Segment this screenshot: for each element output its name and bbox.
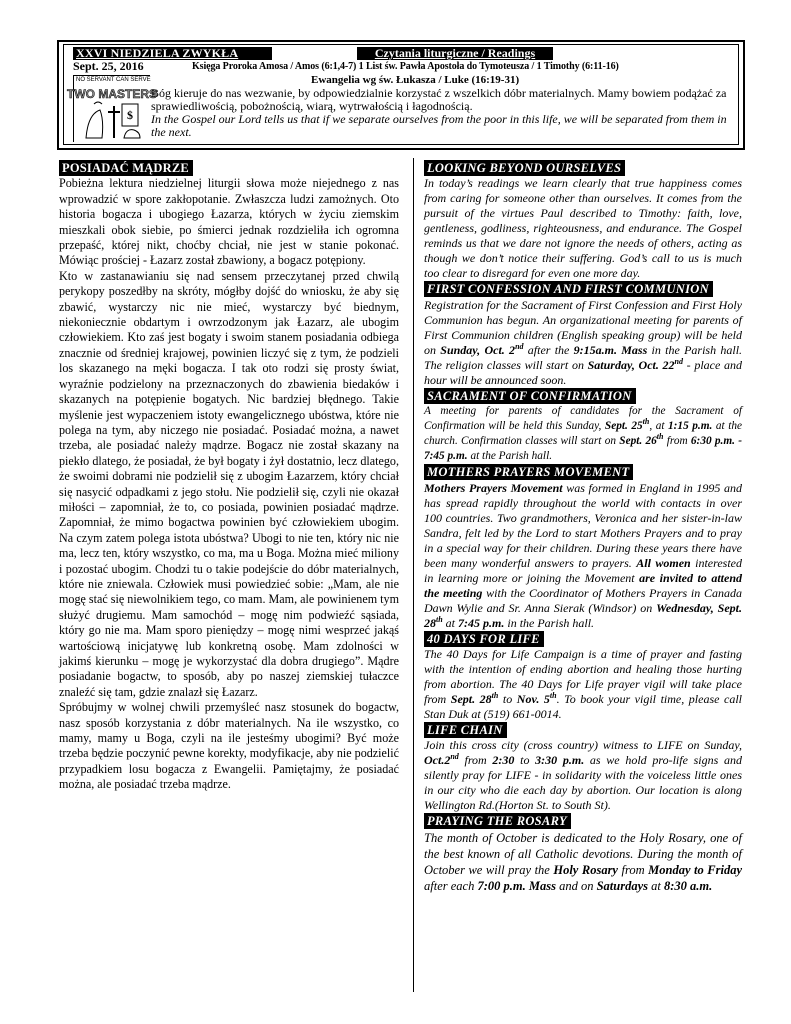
section-title-rosary: PRAYING THE ROSARY — [424, 813, 571, 829]
header-inner-border — [63, 44, 739, 145]
paragraph: Pobieżna lektura niedzielnej liturgii słowa może niejednego z nas wprowadzić w spore zakłopotanie. Zwłaszcza ludzi zamożnych. Oto historia bogacza i ubogiego Łazarza, których w życiu ziemskim mieszkali obok siebie, po śmierci jednak rozdzieliła ich ogromna przepaść, której nikt, choćby chciał, nie jest w stanie pokonać. Mówiąc prościej - Łazarz został zbawiony, a bogacz potępiony. — [59, 176, 399, 268]
section-title-confirmation: SACRAMENT OF CONFIRMATION — [424, 388, 636, 404]
left-column — [59, 160, 399, 793]
first-readings: Księga Proroka Amosa / Amos (6:1,4-7) 1 List św. Pawła Apostoła do Tymoteusza / 1 Timothy (6:11-16) — [192, 61, 619, 72]
summary-polish: Bóg kieruje do nas wezwanie, by odpowiedzialnie korzystać z wszelkich dóbr materialnych. Mamy bowiem podążać za sprawiedliwością, pobożnością, wiarą, wytrwałością i łagodnością. — [151, 86, 727, 113]
paragraph: In today’s readings we learn clearly that true happiness comes from caring for someone other than ourselves. It comes from the pursuit of the virtues Paul described to Timothy: faith, love, gentleness, godliness, righteousness, and endurance. The Gospel reminds us that we dare not ignore the needs of others, acting as though we don’t notice their suffering. God’s call to us is much too clear to disregard for even one more day. — [424, 176, 742, 281]
paragraph: A meeting for parents of candidates for the Sacrament of Confirmation will be held this Sunday, Sept. 25th, at 1:15 p.m. at the church. Confirmation classes will start on Sept. 26th from 6:30 p.m. - 7:45 p.m. at the Parish hall. — [424, 405, 743, 463]
svg-text:$: $ — [127, 108, 133, 122]
paragraph: Kto w zastanawianiu się nad sensem przeczytanej przed chwilą perykopy poszedłby na skróty, mógłby dojść do wniosku, że aby się zbawić, wystarczy nic nie mieć, wystarczy być biednym, niekoniecznie obdartym i owrzodzonym jak Łazarz, ale ubogim człowiekiem. Kto zaś jest bogaty i swoim stanem posiadania odbiega znacznie od średniej krajowej, powinien liczyć się z tym, że podzieli los skazanego na męki bogacza. I tak oto rodzi się prosty świat, wyraźnie podzielony na przeznaczonych do zbawienia biedaków i skazanych na potępienie bogatych. Nic bardziej błędnego. Takie myślenie jest wypaczeniem istoty ewangelicznego ubóstwa, które nie polega na tym, aby niczego nie posiadać. Posiadać można, a nawet trzeba, ale posiadać należy mądrze. Bogacz nie został skazany na piekło dlatego, że posiadał, że był bogaty i żył dostatnio, lecz dlatego, że swoimi dobrami nie podzielił się z ubogim Łazarzem, który chciał się nasycić odpadkami z jego stołu. Nie podzielił się, czyli nie okazał miłości – zapomniał, że to, co posiada, powinien posiadać mądrze. Zapomniał, że mimo bogactwa powinien być człowiekiem ubogim. Na czym zatem polega istota ubóstwa? Ubogi to nie ten, który nic nie ma, lecz ten, który wszystko, co ma, ma u Boga. Można mieć miliony i pozostać ubogim. Chodzi tu o takie podejście do dóbr materialnych, które nie zniewala. Człowiek musi powiedzieć sobie: „Mam, ale nie mogę stać się niewolnikiem tego, co mam. Mam, ale powinienem tym służyć drugiemu. Mam samochód – mogę nim podwieźć sąsiada, który go nie ma. Mam sporo pieniędzy – mogę nimi wesprzeć jakąś wartościową inicjatywę lub konkretną osobę. Mam zdolności w jakimś kierunku – mogę je wykorzystać dla dobra drugiego”. Mądre posiadanie bogactw, to sposób, aby po naszej ziemskiej tułaczce znaleźć się tam, gdzie znalazł się Łazarz. — [59, 268, 399, 699]
paragraph: Spróbujmy w wolnej chwili przemyśleć nasz stosunek do bogactw, nasz sposób korzystania z dóbr materialnych. Na ile wszystko, co mamy, mamy u Boga, czyli na ile jesteśmy ubogimi? Być może trzeba będzie poczynić pewne korekty, modyfikacje, aby nie podzielić przypadkiem losu bogacza z Ewangelii. Pamiętajmy, że posiadać można, ale posiadać trzeba mądrze. — [59, 700, 399, 792]
paragraph: Join this cross city (cross country) witness to LIFE on Sunday, Oct.2nd from 2:30 to 3:30 p.m. as we hold pro-life signs and silently pray for LIFE - in solidarity with the voiceless little ones in our city who die each day by abortion. Our location is along Wellington Rd.(Horton St. to South St). — [424, 738, 742, 813]
readings-label: Czytania liturgiczne / Readings — [357, 47, 553, 60]
section-title-life-chain: LIFE CHAIN — [424, 722, 507, 738]
paragraph: The month of October is dedicated to the Holy Rosary, one of the best known of all Catholic devotions. During the month of October we will pray the Holy Rosary from Monday to Friday after each 7:00 p.m. Mass and on Saturdays at 8:30 a.m. — [424, 830, 743, 893]
logo-caption: NO SERVANT CAN SERVE — [76, 77, 151, 83]
two-masters-logo — [67, 75, 157, 142]
section-title-mothers-prayers: MOTHERS PRAYERS MOVEMENT — [424, 464, 633, 480]
paragraph: The 40 Days for Life Campaign is a time of prayer and fasting with the intention of ending abortion and healing those hurting from abortion. The 40 Days for Life prayer vigil will take place from Sept. 28th to Nov. 5th. To book your vigil time, please call Stan Duk at (519) 661-0014. — [424, 647, 742, 722]
section-title-40-days: 40 DAYS FOR LIFE — [424, 631, 544, 647]
right-column — [424, 160, 742, 894]
section-title-looking-beyond: LOOKING BEYOND OURSELVES — [424, 160, 625, 176]
paragraph: Mothers Prayers Movement was formed in England in 1995 and has spread rapidly throughout the world with contacts in over 100 countries. Two grandmothers, Veronica and her sister-in-law Sandra, felt led by the Lord to start Mothers Prayers and to pray in a special way for their children. During these years there have been many wonderful answers to prayers. All women interested in learning more or joining the Movement are invited to attend the meeting with the Coordinator of Mothers Prayers in Canada Dawn Wylie and Sr. Anna Sierak (Windsor) on Wednesday, Sept. 28th at 7:45 p.m. in the Parish hall. — [424, 480, 743, 630]
logo-big-word: TWO MASTERS — [67, 87, 157, 101]
logo-illustration — [67, 76, 157, 143]
bulletin-header — [57, 40, 745, 150]
sunday-title: XXVI NIEDZIELA ZWYKŁA — [73, 47, 272, 60]
column-divider — [413, 158, 414, 992]
bulletin-date: Sept. 25, 2016 — [73, 59, 144, 73]
paragraph: Registration for the Sacrament of First Confession and First Holy Communion has begun. An organizational meeting for parents of First Communion children (English speaking group) will be held on Sunday, Oct. 2nd after the 9:15a.m. Mass in the Parish hall. The religion classes will start on Saturday, Oct. 22nd - place and hour will be announced soon. — [424, 297, 743, 387]
section-title-first-communion: FIRST CONFESSION AND FIRST COMMUNION — [424, 281, 713, 297]
summary-english: In the Gospel our Lord tells us that if we separate ourselves from the poor in this life, we will be separated from them in the next. — [151, 112, 727, 139]
section-title-posiadac: POSIADAĆ MĄDRZE — [59, 160, 193, 176]
gospel-reading: Ewangelia wg św. Łukasza / Luke (16:19-31) — [311, 74, 520, 86]
